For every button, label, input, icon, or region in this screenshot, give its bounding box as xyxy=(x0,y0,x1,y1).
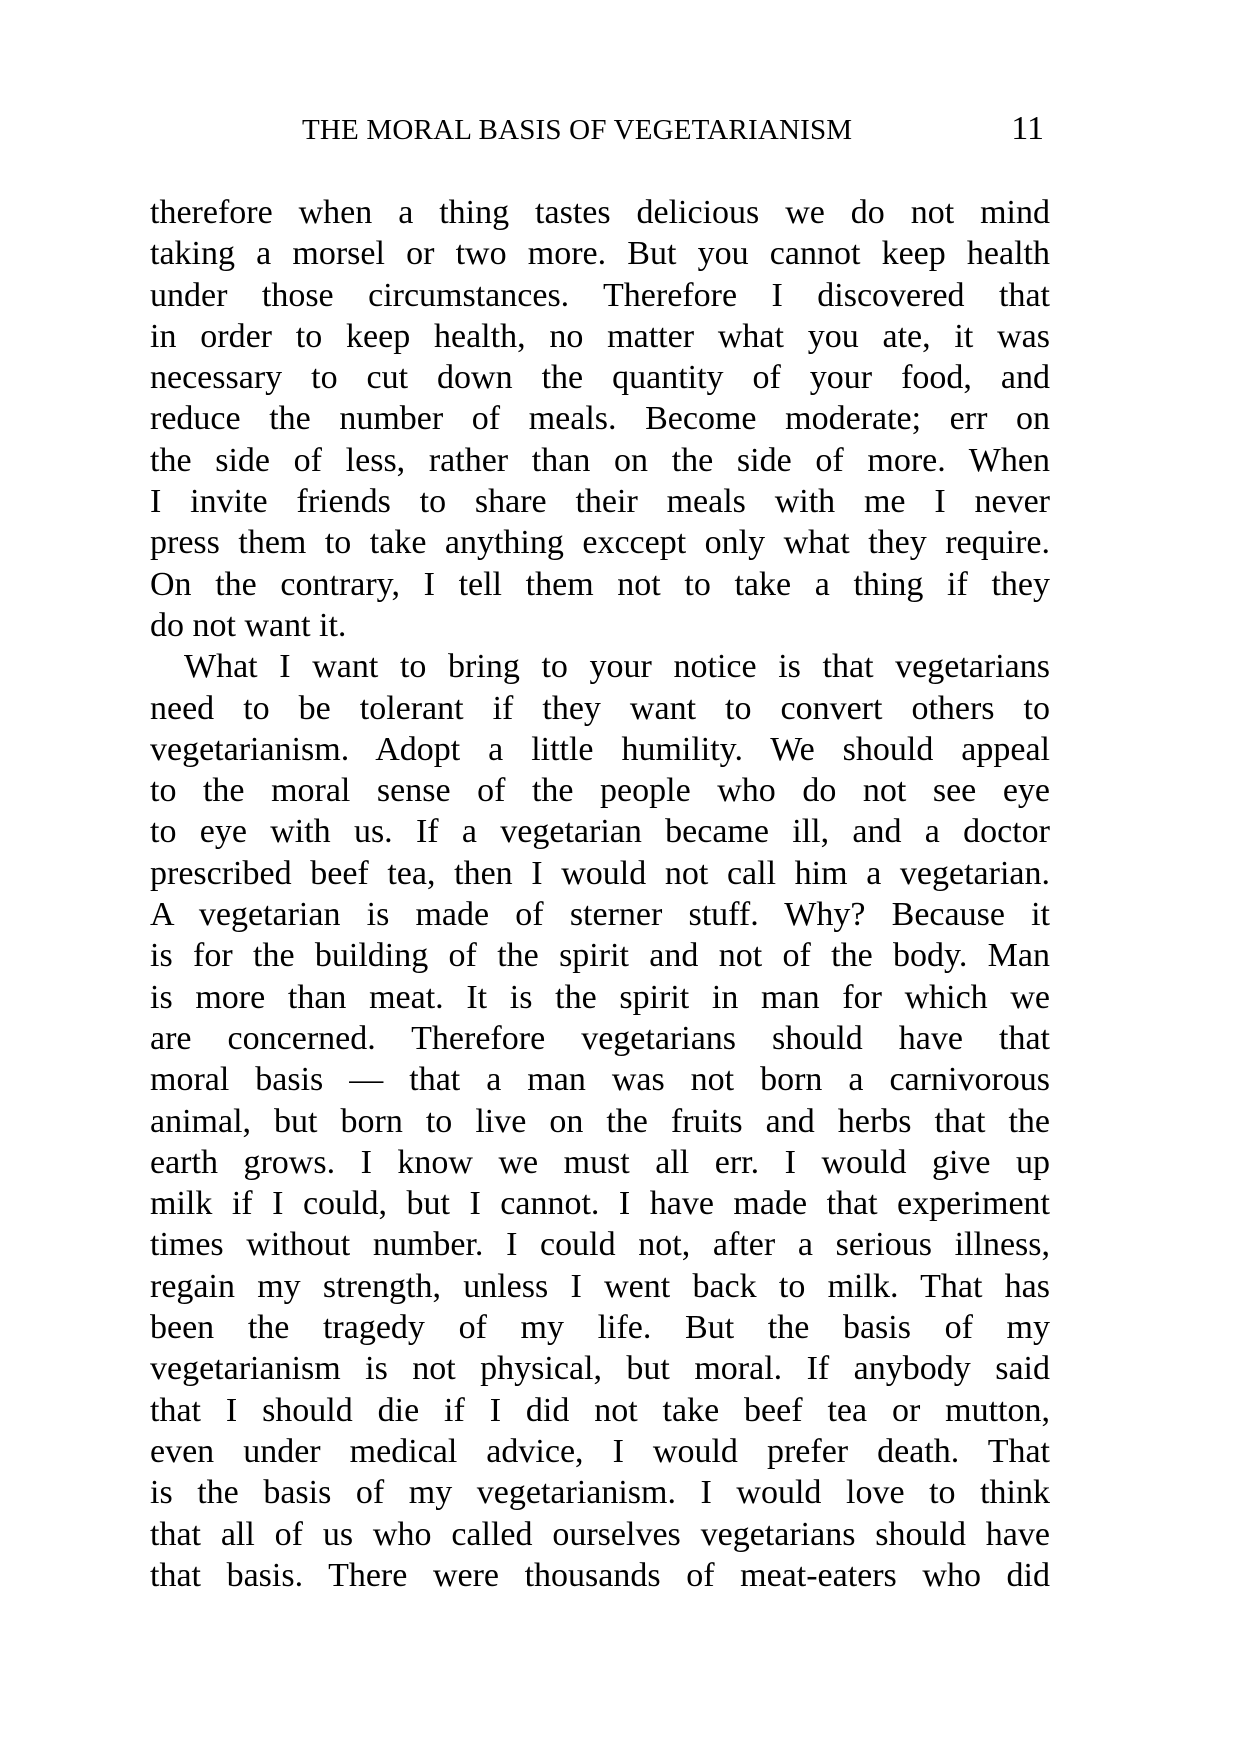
text-line: need to be tolerant if they want to convert others to xyxy=(150,689,1050,727)
text-line: vegetarianism is not physical, but moral. If anybody said xyxy=(150,1350,1050,1388)
text-line: under those circumstances. Therefore I discovered that xyxy=(150,276,1050,314)
text-line: do not want it. xyxy=(150,606,347,644)
text-line: that basis. There were thousands of meat-eaters who did xyxy=(150,1556,1050,1594)
text-line: is the basis of my vegetarianism. I would love to think xyxy=(150,1474,1050,1512)
text-line: animal, but born to live on the fruits and herbs that the xyxy=(150,1102,1050,1140)
text-line: press them to take anything exccept only what they require. xyxy=(150,524,1050,562)
text-line: milk if I could, but I cannot. I have made that experiment xyxy=(150,1185,1050,1223)
text-line: earth grows. I know we must all err. I would give up xyxy=(150,1143,1050,1181)
text-line: moral basis — that a man was not born a carnivorous xyxy=(150,1061,1050,1099)
text-line: is more than meat. It is the spirit in man for which we xyxy=(150,978,1050,1016)
text-line: even under medical advice, I would prefer death. That xyxy=(150,1432,1050,1470)
text-line: regain my strength, unless I went back to milk. That has xyxy=(150,1267,1050,1305)
text-line: necessary to cut down the quantity of your food, and xyxy=(150,359,1050,397)
text-line: I invite friends to share their meals with me I never xyxy=(150,483,1050,521)
text-line: is for the building of the spirit and not of the body. Man xyxy=(150,937,1050,975)
page-number: 11 xyxy=(1011,110,1044,147)
text-line: reduce the number of meals. Become moderate; err on xyxy=(150,400,1050,438)
text-line: therefore when a thing tastes delicious we do not mind xyxy=(150,194,1050,231)
text-line: in order to keep health, no matter what you ate, it was xyxy=(150,317,1050,355)
text-line: to the moral sense of the people who do not see eye xyxy=(150,772,1050,810)
text-line: are concerned. Therefore vegetarians should have that xyxy=(150,1019,1050,1057)
paragraph-2 xyxy=(150,646,1050,1596)
running-title: THE MORAL BASIS OF VEGETARIANISM xyxy=(302,114,853,146)
body-text xyxy=(150,192,1050,1596)
text-line: vegetarianism. Adopt a little humility. We should appeal xyxy=(150,730,1050,768)
text-line: What I want to bring to your notice is that vegetarians xyxy=(184,648,1050,686)
text-line: On the contrary, I tell them not to take a thing if they xyxy=(150,565,1050,603)
text-line: times without number. I could not, after a serious illness, xyxy=(150,1226,1050,1264)
text-line: A vegetarian is made of sterner stuff. Why? Because it xyxy=(150,896,1050,934)
running-head xyxy=(150,110,1050,154)
paragraph-1 xyxy=(150,192,1050,646)
text-line: prescribed beef tea, then I would not call him a vegetarian. xyxy=(150,854,1050,892)
text-line: taking a morsel or two more. But you cannot keep health xyxy=(150,235,1050,273)
text-line: that I should die if I did not take beef tea or mutton, xyxy=(150,1391,1050,1429)
text-line: been the tragedy of my life. But the basis of my xyxy=(150,1309,1050,1347)
text-line: to eye with us. If a vegetarian became ill, and a doctor xyxy=(150,813,1050,851)
text-line: that all of us who called ourselves vegetarians should have xyxy=(150,1515,1050,1553)
text-line: the side of less, rather than on the side of more. When xyxy=(150,441,1050,479)
